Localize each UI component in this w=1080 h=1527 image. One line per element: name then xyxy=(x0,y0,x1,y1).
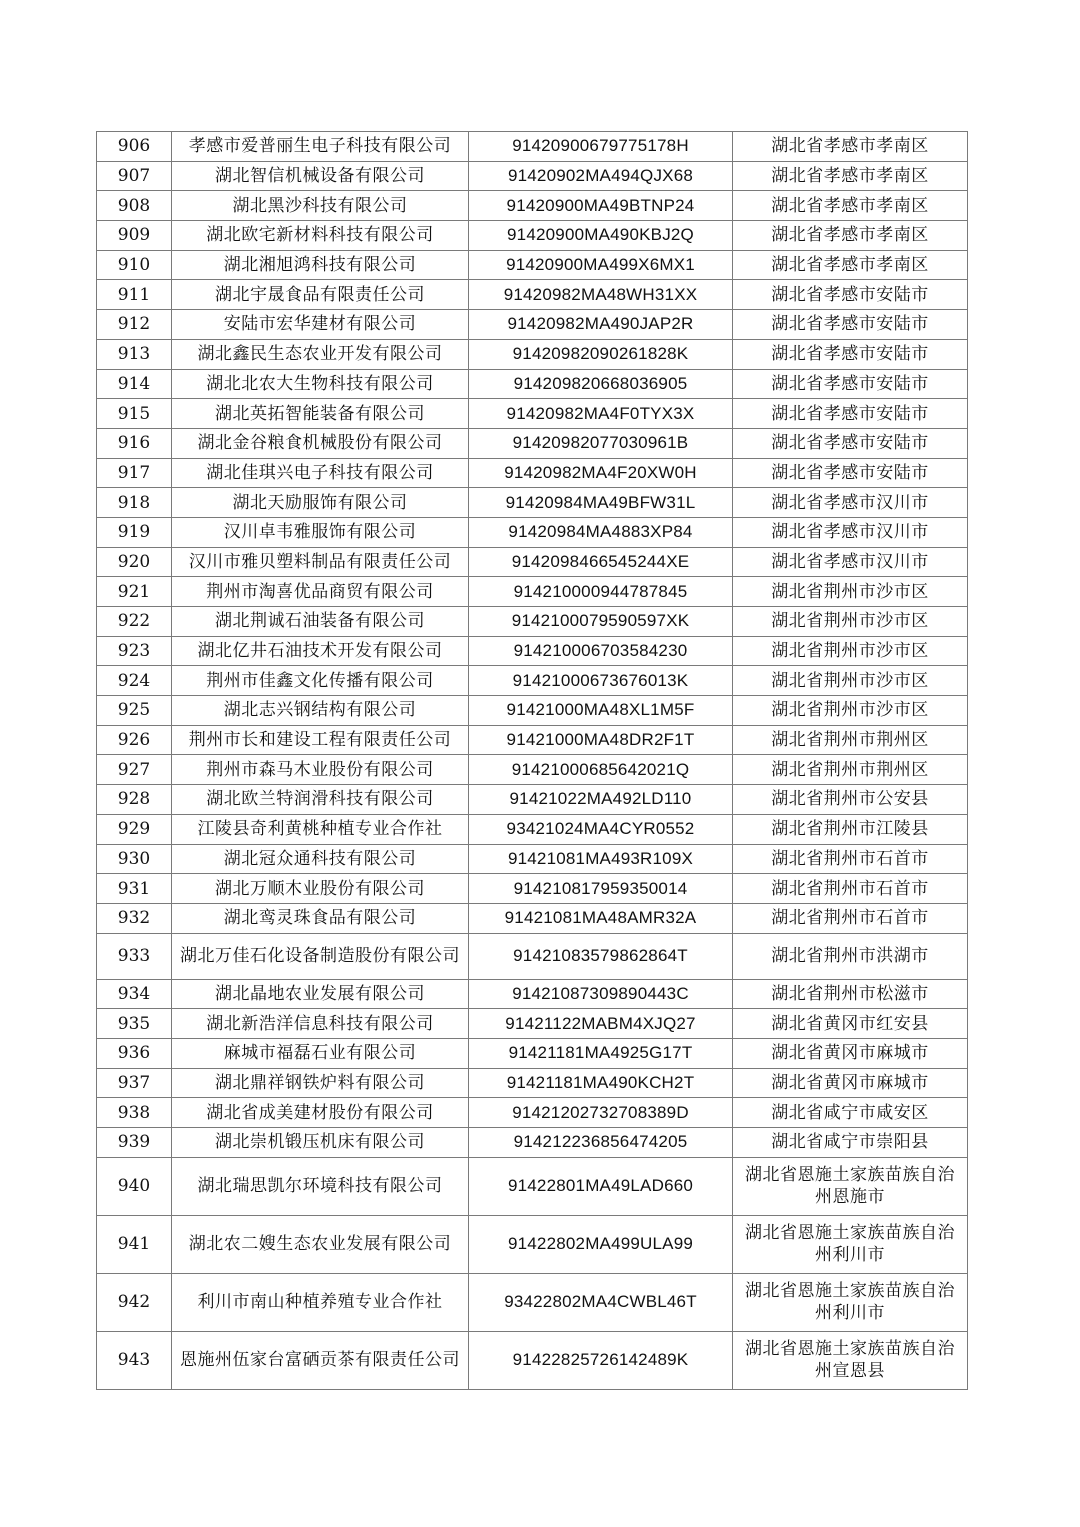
company-name: 湖北志兴钢结构有限公司 xyxy=(172,696,469,726)
company-name: 湖北冠众通科技有限公司 xyxy=(172,844,469,874)
row-number: 930 xyxy=(97,844,172,874)
company-name: 荆州市佳鑫文化传播有限公司 xyxy=(172,666,469,696)
table-row xyxy=(97,1098,968,1128)
company-address: 湖北省荆州市沙市区 xyxy=(733,666,968,696)
credit-code: 91421000673676013K xyxy=(469,666,733,696)
company-name: 湖北湘旭鸿科技有限公司 xyxy=(172,250,469,280)
company-address xyxy=(733,1157,968,1215)
company-address: 湖北省孝感市安陆市 xyxy=(733,399,968,429)
credit-code: 914210000944787845 xyxy=(469,577,733,607)
row-number: 935 xyxy=(97,1009,172,1039)
address-line-1: 湖北省恩施土家族苗族自治 xyxy=(745,1165,955,1186)
table-row xyxy=(97,458,968,488)
company-address: 湖北省黄冈市红安县 xyxy=(733,1009,968,1039)
company-name: 利川市南山种植养殖专业合作社 xyxy=(172,1273,469,1331)
credit-code: 91420982MA4F0TYX3X xyxy=(469,399,733,429)
company-address: 湖北省荆州市江陵县 xyxy=(733,814,968,844)
row-number: 919 xyxy=(97,517,172,547)
table-row xyxy=(97,933,968,979)
company-address: 湖北省孝感市安陆市 xyxy=(733,369,968,399)
address-line-2: 州宣恩县 xyxy=(815,1361,885,1382)
company-address: 湖北省孝感市孝南区 xyxy=(733,161,968,191)
credit-code: 91421087309890443C xyxy=(469,979,733,1009)
company-address: 湖北省荆州市石首市 xyxy=(733,844,968,874)
company-address: 湖北省荆州市沙市区 xyxy=(733,636,968,666)
row-number: 910 xyxy=(97,250,172,280)
row-number: 931 xyxy=(97,874,172,904)
table-row xyxy=(97,310,968,340)
table-row xyxy=(97,1273,968,1331)
credit-code: 9142098466545244XE xyxy=(469,547,733,577)
table-row xyxy=(97,1038,968,1068)
credit-code: 91421122MABM4XJQ27 xyxy=(469,1009,733,1039)
table-row xyxy=(97,1215,968,1273)
company-address: 湖北省荆州市荆州区 xyxy=(733,725,968,755)
company-name: 湖北荆诚石油装备有限公司 xyxy=(172,607,469,637)
company-address: 湖北省黄冈市麻城市 xyxy=(733,1068,968,1098)
company-address: 湖北省荆州市石首市 xyxy=(733,874,968,904)
company-name: 湖北黑沙科技有限公司 xyxy=(172,191,469,221)
row-number: 915 xyxy=(97,399,172,429)
company-address: 湖北省孝感市安陆市 xyxy=(733,280,968,310)
company-name: 江陵县奇利黄桃种植专业合作社 xyxy=(172,814,469,844)
credit-code: 91421022MA492LD110 xyxy=(469,785,733,815)
table-row xyxy=(97,696,968,726)
enterprise-table xyxy=(96,131,968,1390)
credit-code: 91421000685642021Q xyxy=(469,755,733,785)
company-name: 湖北金谷粮食机械股份有限公司 xyxy=(172,428,469,458)
company-name: 湖北鼎祥钢铁炉料有限公司 xyxy=(172,1068,469,1098)
table-row xyxy=(97,903,968,933)
company-name: 汉川市雅贝塑料制品有限责任公司 xyxy=(172,547,469,577)
table-row xyxy=(97,399,968,429)
row-number: 917 xyxy=(97,458,172,488)
credit-code: 914212236856474205 xyxy=(469,1128,733,1158)
credit-code: 91421181MA4925G17T xyxy=(469,1038,733,1068)
row-number: 911 xyxy=(97,280,172,310)
credit-code: 91420982077030961B xyxy=(469,428,733,458)
row-number: 929 xyxy=(97,814,172,844)
company-name: 湖北鸾灵珠食品有限公司 xyxy=(172,903,469,933)
company-address: 湖北省孝感市安陆市 xyxy=(733,458,968,488)
company-address: 湖北省孝感市孝南区 xyxy=(733,250,968,280)
credit-code: 914210006703584230 xyxy=(469,636,733,666)
company-name: 荆州市长和建设工程有限责任公司 xyxy=(172,725,469,755)
company-name: 湖北智信机械设备有限公司 xyxy=(172,161,469,191)
company-name: 湖北英拓智能装备有限公司 xyxy=(172,399,469,429)
company-address: 湖北省孝感市孝南区 xyxy=(733,191,968,221)
company-name: 安陆市宏华建材有限公司 xyxy=(172,310,469,340)
table-row xyxy=(97,1128,968,1158)
table-row xyxy=(97,250,968,280)
table-row xyxy=(97,280,968,310)
company-address: 湖北省孝感市汉川市 xyxy=(733,517,968,547)
credit-code: 91421081MA48AMR32A xyxy=(469,903,733,933)
company-address: 湖北省孝感市孝南区 xyxy=(733,221,968,251)
row-number: 938 xyxy=(97,1098,172,1128)
credit-code: 91420900MA499X6MX1 xyxy=(469,250,733,280)
address-line-2: 州利川市 xyxy=(815,1245,885,1266)
row-number: 937 xyxy=(97,1068,172,1098)
credit-code: 93422802MA4CWBL46T xyxy=(469,1273,733,1331)
table-row xyxy=(97,339,968,369)
company-address: 湖北省荆州市石首市 xyxy=(733,903,968,933)
row-number: 941 xyxy=(97,1215,172,1273)
company-address: 湖北省咸宁市崇阳县 xyxy=(733,1128,968,1158)
credit-code: 91420984MA4883XP84 xyxy=(469,517,733,547)
row-number: 925 xyxy=(97,696,172,726)
table-row xyxy=(97,488,968,518)
company-name: 湖北晶地农业发展有限公司 xyxy=(172,979,469,1009)
address-line-1: 湖北省恩施土家族苗族自治 xyxy=(745,1339,955,1360)
company-name: 恩施州伍家台富硒贡茶有限责任公司 xyxy=(172,1331,469,1389)
company-name: 湖北农二嫂生态农业发展有限公司 xyxy=(172,1215,469,1273)
company-address xyxy=(733,1273,968,1331)
row-number: 927 xyxy=(97,755,172,785)
company-address: 湖北省荆州市荆州区 xyxy=(733,755,968,785)
company-name: 湖北欧宅新材料科技有限公司 xyxy=(172,221,469,251)
credit-code: 9142100079590597XK xyxy=(469,607,733,637)
table-row xyxy=(97,1331,968,1389)
company-address: 湖北省荆州市洪湖市 xyxy=(733,933,968,979)
row-number: 918 xyxy=(97,488,172,518)
credit-code: 91420982MA4F20XW0H xyxy=(469,458,733,488)
row-number: 908 xyxy=(97,191,172,221)
company-address xyxy=(733,1331,968,1389)
table-row xyxy=(97,844,968,874)
table-row xyxy=(97,577,968,607)
row-number: 923 xyxy=(97,636,172,666)
table-row xyxy=(97,161,968,191)
company-address: 湖北省孝感市安陆市 xyxy=(733,339,968,369)
row-number: 924 xyxy=(97,666,172,696)
row-number: 933 xyxy=(97,933,172,979)
company-address: 湖北省孝感市汉川市 xyxy=(733,488,968,518)
credit-code: 91420982MA48WH31XX xyxy=(469,280,733,310)
company-name: 湖北宇晟食品有限责任公司 xyxy=(172,280,469,310)
row-number: 936 xyxy=(97,1038,172,1068)
company-address: 湖北省孝感市安陆市 xyxy=(733,428,968,458)
table-row xyxy=(97,1009,968,1039)
company-name: 湖北天励服饰有限公司 xyxy=(172,488,469,518)
credit-code: 91420984MA49BFW31L xyxy=(469,488,733,518)
row-number: 921 xyxy=(97,577,172,607)
credit-code: 914209820668036905 xyxy=(469,369,733,399)
company-address: 湖北省荆州市沙市区 xyxy=(733,577,968,607)
company-address: 湖北省荆州市沙市区 xyxy=(733,607,968,637)
company-name: 湖北瑞思凯尔环境科技有限公司 xyxy=(172,1157,469,1215)
table-row xyxy=(97,369,968,399)
credit-code: 91420900679775178H xyxy=(469,132,733,162)
company-address: 湖北省黄冈市麻城市 xyxy=(733,1038,968,1068)
company-name: 湖北新浩洋信息科技有限公司 xyxy=(172,1009,469,1039)
credit-code: 91421081MA493R109X xyxy=(469,844,733,874)
company-name: 湖北省成美建材股份有限公司 xyxy=(172,1098,469,1128)
company-address xyxy=(733,1215,968,1273)
table-row xyxy=(97,221,968,251)
table-row xyxy=(97,547,968,577)
row-number: 913 xyxy=(97,339,172,369)
company-name: 湖北亿井石油技术开发有限公司 xyxy=(172,636,469,666)
company-address: 湖北省咸宁市咸安区 xyxy=(733,1098,968,1128)
company-address: 湖北省荆州市沙市区 xyxy=(733,696,968,726)
credit-code: 91421000MA48DR2F1T xyxy=(469,725,733,755)
table-row xyxy=(97,191,968,221)
table-row xyxy=(97,666,968,696)
table-row xyxy=(97,1068,968,1098)
company-address: 湖北省孝感市汉川市 xyxy=(733,547,968,577)
table-row xyxy=(97,755,968,785)
company-address: 湖北省荆州市松滋市 xyxy=(733,979,968,1009)
row-number: 928 xyxy=(97,785,172,815)
row-number: 916 xyxy=(97,428,172,458)
company-name: 荆州市淘喜优品商贸有限公司 xyxy=(172,577,469,607)
credit-code: 914210817959350014 xyxy=(469,874,733,904)
company-name: 孝感市爱普丽生电子科技有限公司 xyxy=(172,132,469,162)
company-address: 湖北省荆州市公安县 xyxy=(733,785,968,815)
company-name: 荆州市森马木业股份有限公司 xyxy=(172,755,469,785)
company-name: 汉川卓韦雅服饰有限公司 xyxy=(172,517,469,547)
table-row xyxy=(97,874,968,904)
address-line-1: 湖北省恩施土家族苗族自治 xyxy=(745,1281,955,1302)
credit-code: 91420982MA490JAP2R xyxy=(469,310,733,340)
row-number: 920 xyxy=(97,547,172,577)
row-number: 934 xyxy=(97,979,172,1009)
credit-code: 91420902MA494QJX68 xyxy=(469,161,733,191)
table-row xyxy=(97,785,968,815)
credit-code: 93421024MA4CYR0552 xyxy=(469,814,733,844)
row-number: 909 xyxy=(97,221,172,251)
company-address: 湖北省孝感市安陆市 xyxy=(733,310,968,340)
credit-code: 91420900MA490KBJ2Q xyxy=(469,221,733,251)
row-number: 906 xyxy=(97,132,172,162)
row-number: 922 xyxy=(97,607,172,637)
company-name: 湖北北农大生物科技有限公司 xyxy=(172,369,469,399)
table-row xyxy=(97,814,968,844)
enterprise-table-body xyxy=(97,132,968,1390)
company-name: 麻城市福磊石业有限公司 xyxy=(172,1038,469,1068)
row-number: 912 xyxy=(97,310,172,340)
table-row xyxy=(97,636,968,666)
credit-code: 91421083579862864T xyxy=(469,933,733,979)
credit-code: 91420900MA49BTNP24 xyxy=(469,191,733,221)
table-row xyxy=(97,132,968,162)
table-row xyxy=(97,517,968,547)
row-number: 940 xyxy=(97,1157,172,1215)
credit-code: 91421202732708389D xyxy=(469,1098,733,1128)
row-number: 939 xyxy=(97,1128,172,1158)
company-name: 湖北崇机锻压机床有限公司 xyxy=(172,1128,469,1158)
credit-code: 91420982090261828K xyxy=(469,339,733,369)
address-line-1: 湖北省恩施土家族苗族自治 xyxy=(745,1223,955,1244)
row-number: 914 xyxy=(97,369,172,399)
company-address: 湖北省孝感市孝南区 xyxy=(733,132,968,162)
row-number: 943 xyxy=(97,1331,172,1389)
table-row xyxy=(97,428,968,458)
row-number: 926 xyxy=(97,725,172,755)
table-row xyxy=(97,1157,968,1215)
row-number: 907 xyxy=(97,161,172,191)
address-line-2: 州恩施市 xyxy=(815,1187,885,1208)
credit-code: 91421181MA490KCH2T xyxy=(469,1068,733,1098)
company-name: 湖北欧兰特润滑科技有限公司 xyxy=(172,785,469,815)
table-row xyxy=(97,725,968,755)
address-line-2: 州利川市 xyxy=(815,1303,885,1324)
company-name: 湖北万佳石化设备制造股份有限公司 xyxy=(172,933,469,979)
credit-code: 91422801MA49LAD660 xyxy=(469,1157,733,1215)
company-name: 湖北万顺木业股份有限公司 xyxy=(172,874,469,904)
row-number: 932 xyxy=(97,903,172,933)
company-name: 湖北佳琪兴电子科技有限公司 xyxy=(172,458,469,488)
row-number: 942 xyxy=(97,1273,172,1331)
credit-code: 91422825726142489K xyxy=(469,1331,733,1389)
credit-code: 91422802MA499ULA99 xyxy=(469,1215,733,1273)
credit-code: 91421000MA48XL1M5F xyxy=(469,696,733,726)
table-row xyxy=(97,607,968,637)
table-row xyxy=(97,979,968,1009)
company-name: 湖北鑫民生态农业开发有限公司 xyxy=(172,339,469,369)
